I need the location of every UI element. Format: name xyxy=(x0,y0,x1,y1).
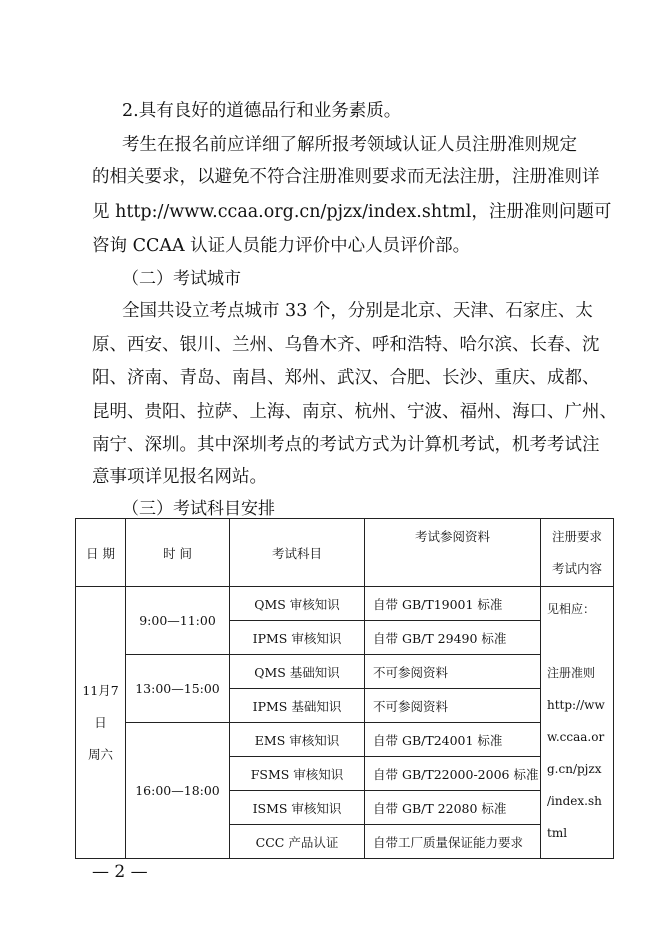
paragraph-line: 的相关要求，以避免不符合注册准则要求而无法注册，注册准则详 xyxy=(92,167,600,187)
material-cell: 自带 GB/T19001 标准 xyxy=(365,587,541,621)
table-row xyxy=(76,723,614,757)
date-line: 日 xyxy=(94,714,107,730)
requirement-url-line: http://ww xyxy=(547,698,605,712)
exam-date xyxy=(76,587,126,859)
section-heading-cities: （二）考试城市 xyxy=(122,269,241,289)
subject-cell: EMS 审核知识 xyxy=(230,723,365,757)
material-cell: 不可参阅资料 xyxy=(365,689,541,723)
header-requirement-line: 注册要求 xyxy=(551,528,602,544)
table-row xyxy=(76,587,614,621)
requirement-url-line: tml xyxy=(547,826,568,840)
paragraph-line: 全国共设立考点城市 33 个，分别是北京、天津、石家庄、太 xyxy=(122,301,593,321)
paragraph-line: 南宁、深圳。其中深圳考点的考试方式为计算机考试，机考考试注 xyxy=(92,435,600,455)
paragraph-line: 阳、济南、青岛、南昌、郑州、武汉、合肥、长沙、重庆、成都、 xyxy=(92,368,600,388)
header-requirement-line: 考试内容 xyxy=(551,560,602,576)
material-cell: 自带 GB/T24001 标准 xyxy=(365,723,541,757)
paragraph-line: 见 http://www.ccaa.org.cn/pjzx/index.shtml，注册准则问题可 xyxy=(92,202,612,222)
header-requirement xyxy=(541,519,614,587)
subject-cell: ISMS 审核知识 xyxy=(230,791,365,825)
time-slot: 13:00—15:00 xyxy=(126,655,230,723)
paragraph-line: 昆明、贵阳、拉萨、上海、南京、杭州、宁波、福州、海口、广州、 xyxy=(92,402,617,422)
date-line: 11月7 xyxy=(82,682,119,698)
requirement-line: 注册准则 xyxy=(547,666,596,680)
subject-cell: CCC 产品认证 xyxy=(230,825,365,859)
subject-cell: QMS 基础知识 xyxy=(230,655,365,689)
paragraph-line: 咨询 CCAA 认证人员能力评价中心人员评价部。 xyxy=(92,236,471,256)
material-cell: 自带 GB/T 29490 标准 xyxy=(365,621,541,655)
header-material: 考试参阅资料 xyxy=(365,519,541,587)
material-cell: 自带工厂质量保证能力要求 xyxy=(365,825,541,859)
subject-cell: IPMS 基础知识 xyxy=(230,689,365,723)
paragraph-line: 考生在报名前应详细了解所报考领域认证人员注册准则规定 xyxy=(122,135,577,155)
time-slot: 16:00—18:00 xyxy=(126,723,230,859)
subject-cell: QMS 审核知识 xyxy=(230,587,365,621)
table-row xyxy=(76,655,614,689)
time-slot: 9:00—11:00 xyxy=(126,587,230,655)
subject-cell: FSMS 审核知识 xyxy=(230,757,365,791)
requirement-url-line: /index.sh xyxy=(547,794,602,808)
page-number: — 2 — xyxy=(92,862,148,882)
header-date: 日 期 xyxy=(76,519,126,587)
requirement-url-line: w.ccaa.or xyxy=(547,730,605,744)
material-cell: 自带 GB/T22000-2006 标准 xyxy=(365,757,541,791)
requirement-line: 见相应： xyxy=(547,602,596,616)
requirement-cell xyxy=(541,587,614,859)
header-time: 时 间 xyxy=(126,519,230,587)
header-subject: 考试科目 xyxy=(230,519,365,587)
material-cell: 自带 GB/T 22080 标准 xyxy=(365,791,541,825)
subject-cell: IPMS 审核知识 xyxy=(230,621,365,655)
paragraph-line: 意事项详见报名网站。 xyxy=(92,467,267,487)
date-line: 周六 xyxy=(87,746,113,762)
material-cell: 不可参阅资料 xyxy=(365,655,541,689)
paragraph-line: 2.具有良好的道德品行和业务素质。 xyxy=(122,101,402,121)
requirement-spacer xyxy=(547,625,609,657)
section-heading-schedule: （三）考试科目安排 xyxy=(122,499,275,519)
exam-schedule-table xyxy=(75,518,614,859)
table-header-row xyxy=(76,519,614,587)
paragraph-line: 原、西安、银川、兰州、乌鲁木齐、呼和浩特、哈尔滨、长春、沈 xyxy=(92,335,600,355)
requirement-url-line: g.cn/pjzx xyxy=(547,762,602,776)
